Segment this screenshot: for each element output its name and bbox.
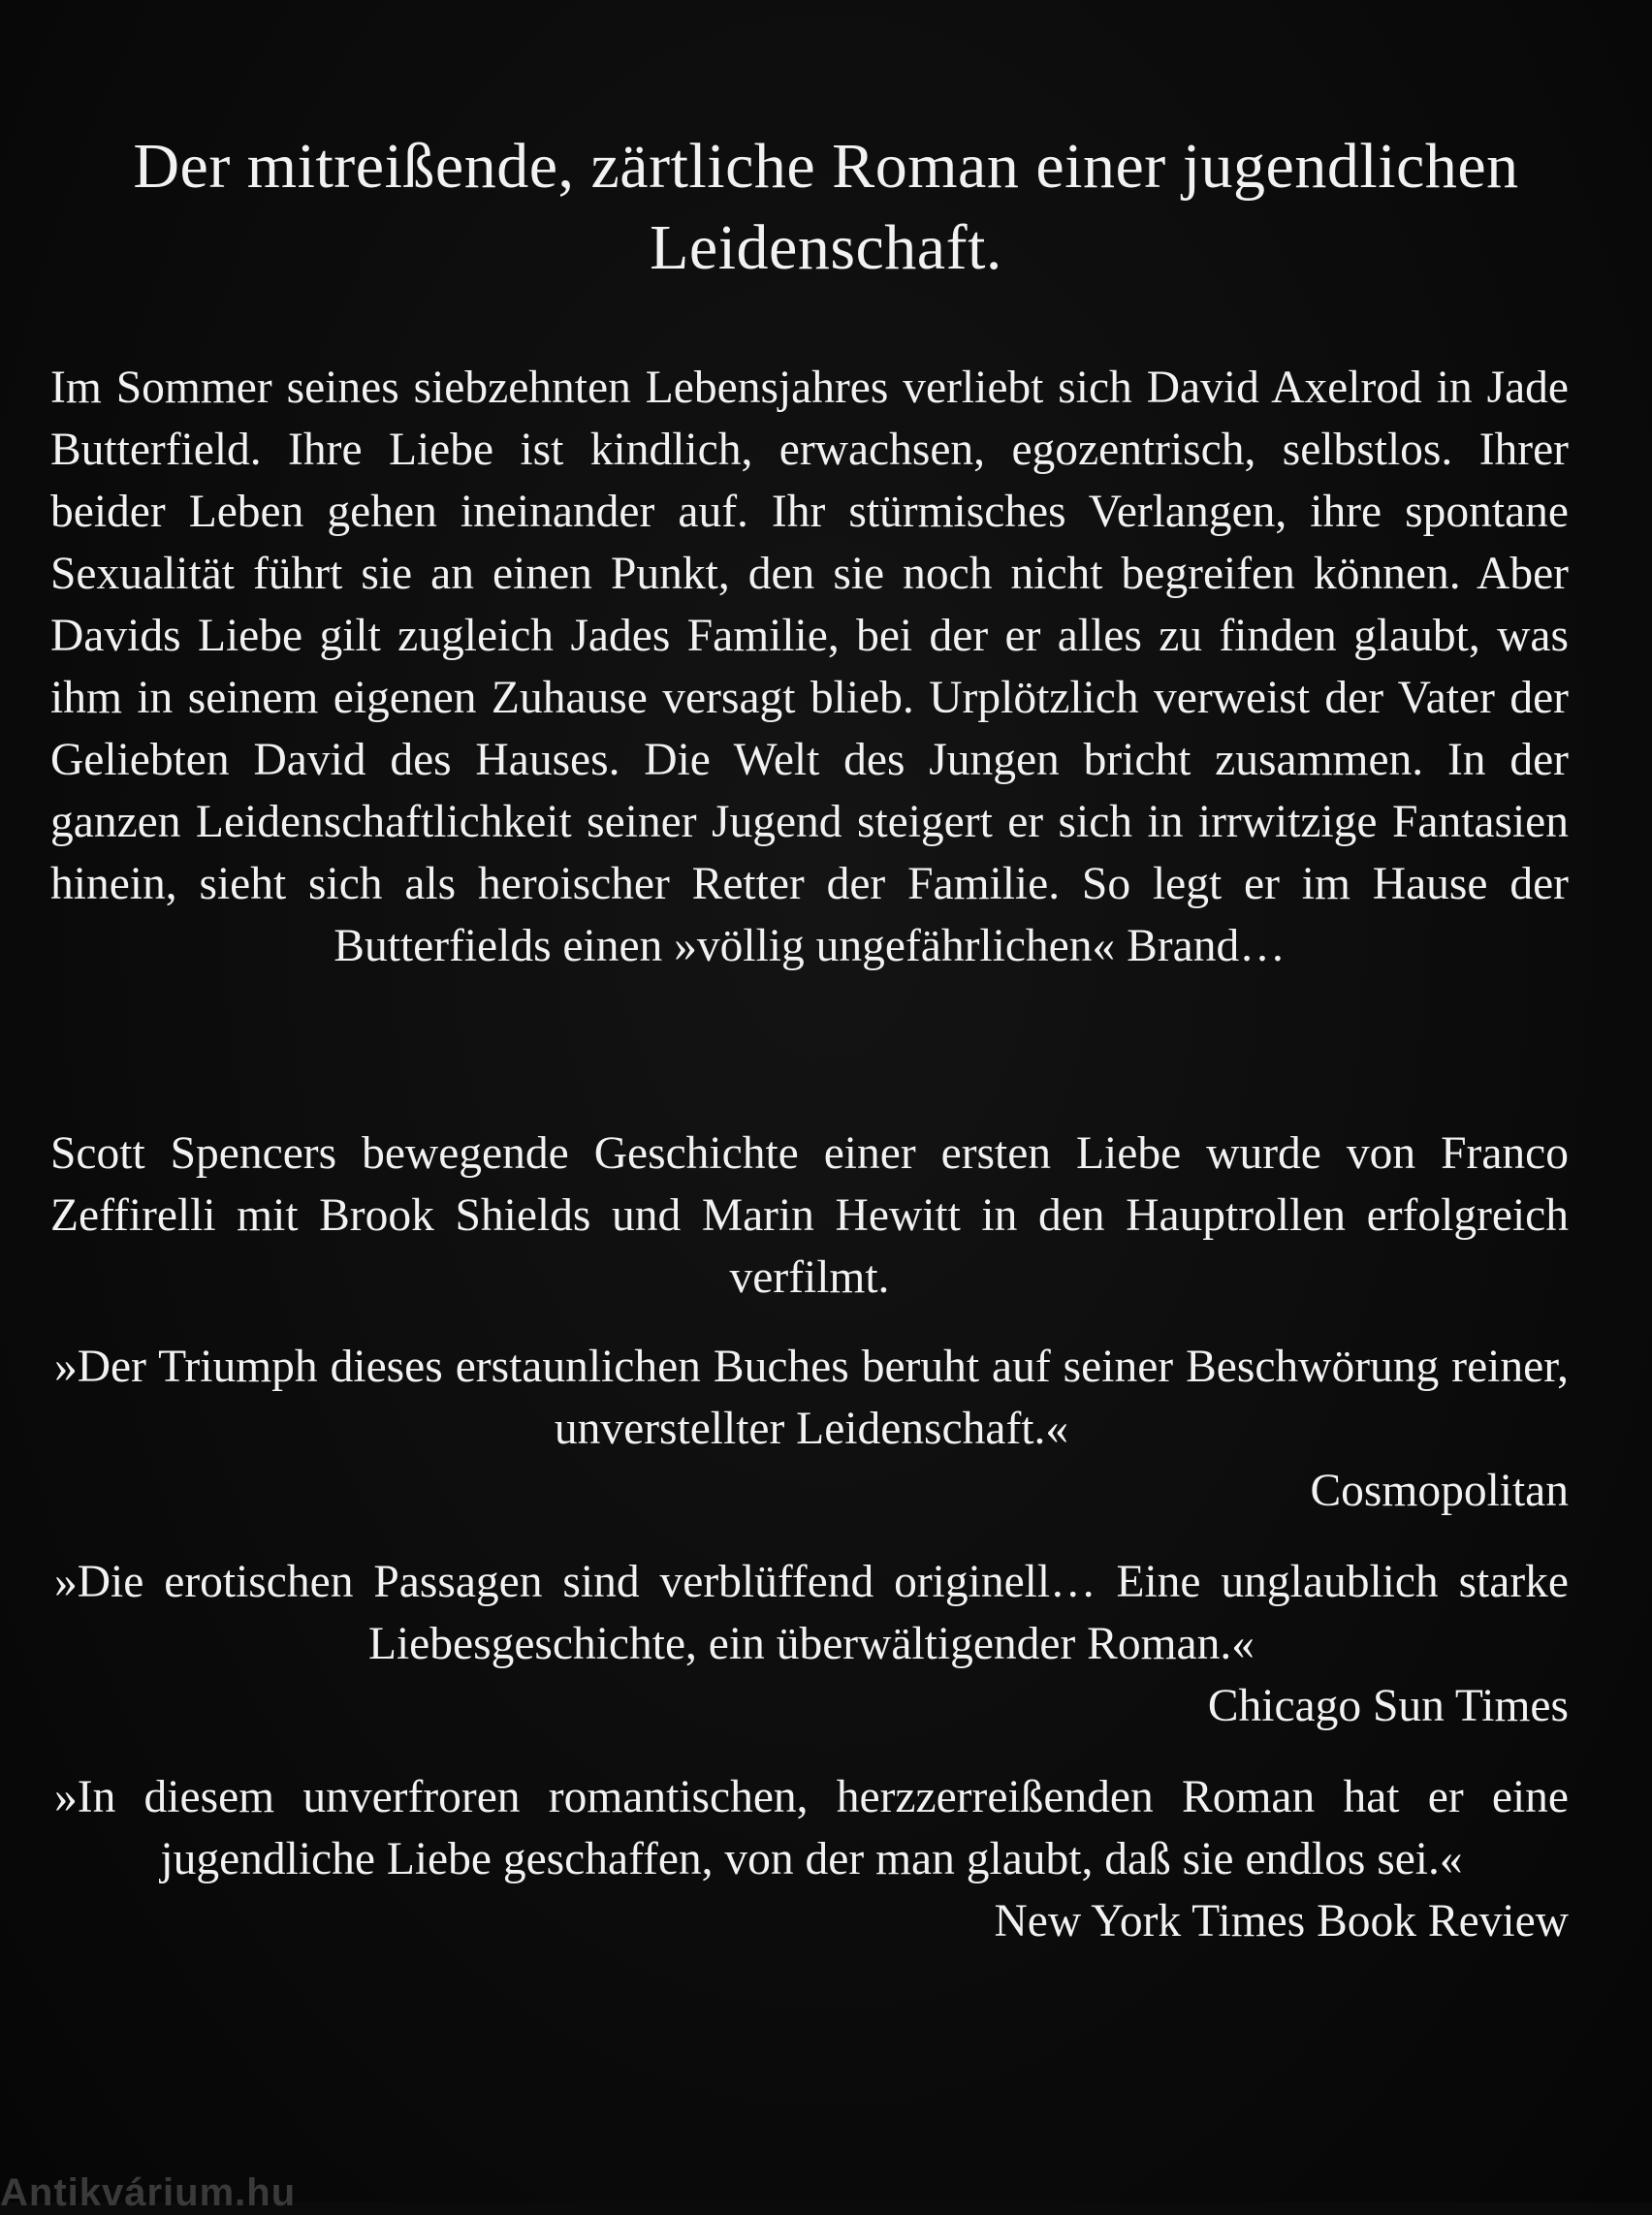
quote-source: Chicago Sun Times [1207,1681,1569,1731]
headline: Der mitreißende, zärtliche Roman einer jugendlichen Leidenschaft. [133,131,1519,283]
watermark: Antikvárium.hu [0,2171,297,2214]
film-note-paragraph: Scott Spencers bewegende Geschichte einer ersten Liebe wurde von Franco Zeffirelli mit Brook Shields und Marin Hewitt in den Hauptrollen erfolgreich verfilmt. [50,1128,1569,1303]
quote-text: »Der Triumph dieses erstaunlichen Buches beruht auf seiner Beschwörung reiner, unverstellter Leidenschaft.« [54,1342,1569,1454]
review-quote [54,1336,1569,1522]
quote-text: »In diesem unverfroren romantischen, herzzerreißenden Roman hat er eine jugendliche Liebe geschaffen, von der man glaubt, daß sie endlos sei.« [54,1772,1569,1884]
quote-source: New York Times Book Review [994,1896,1569,1946]
review-quote [54,1766,1569,1952]
blurb-paragraph: Im Sommer seines siebzehnten Lebensjahres verliebt sich David Axelrod in Jade Butterfield. Ihre Liebe ist kindlich, erwachsen, egozentrisch, selbstlos. Ihrer beider Leben gehen ineinander auf. Ihr stürmisches Verlangen, ihre spontane Sexualität führt sie an einen Punkt, den sie noch nicht begreifen können. Aber Davids Liebe gilt zugleich Jades Familie, bei der er alles zu finden glaubt, was ihm in seinem eigenen Zuhause versagt blieb. Urplötzlich verweist der Vater der Geliebten David des Hauses. Die Welt des Jungen bricht zusammen. In der ganzen Leidenschaftlichkeit seiner Jugend steigert er sich in irrwitzige Fantasien hinein, sieht sich als heroischer Retter der Familie. So legt er im Hause der Butterfields einen »völlig ungefährlichen« Brand… [50,363,1569,971]
quote-source: Cosmopolitan [1310,1466,1569,1516]
review-quote [54,1551,1569,1737]
quote-text: »Die erotischen Passagen sind verblüffend originell… Eine unglaublich starke Liebesgeschichte, ein überwältigender Roman.« [54,1557,1569,1669]
